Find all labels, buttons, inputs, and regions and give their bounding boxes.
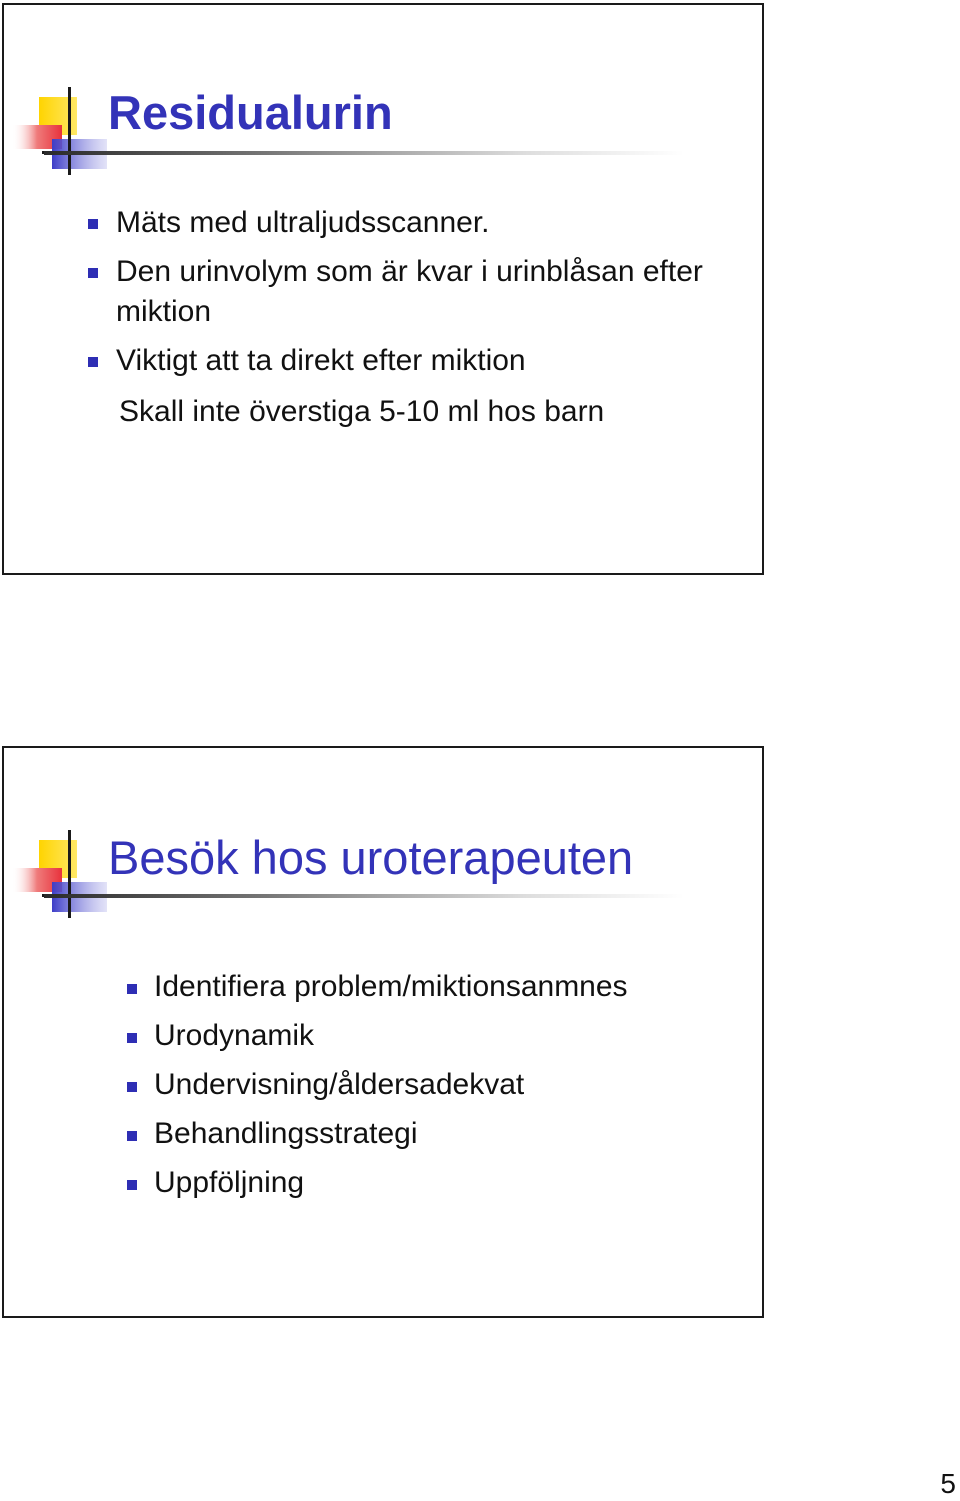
list-item-text: Uppföljning bbox=[154, 1166, 305, 1199]
list-item bbox=[154, 1163, 754, 1203]
bullet-list bbox=[154, 967, 754, 1212]
list-item-text: Undervisning/åldersadekvat bbox=[154, 1068, 525, 1101]
list-item-text: Behandlingsstrategi bbox=[154, 1117, 418, 1150]
square-bullet-icon bbox=[88, 268, 98, 278]
slide-title: Besök hos uroterapeuten bbox=[108, 831, 634, 884]
list-item bbox=[116, 203, 736, 243]
list-item bbox=[116, 252, 736, 332]
list-item-text: Mäts med ultraljudsscanner. bbox=[116, 206, 490, 239]
list-item bbox=[154, 1065, 754, 1105]
bullet-list bbox=[116, 203, 736, 390]
page-number: 5 bbox=[940, 1468, 956, 1499]
slide-logo-icon bbox=[12, 87, 112, 177]
square-bullet-icon bbox=[88, 219, 98, 229]
square-bullet-icon bbox=[127, 984, 137, 994]
list-item-text: Den urinvolym som är kvar i urinblåsan efter miktion bbox=[116, 255, 703, 328]
square-bullet-icon bbox=[88, 357, 98, 367]
list-item bbox=[154, 967, 754, 1007]
list-item bbox=[154, 1016, 754, 1056]
square-bullet-icon bbox=[127, 1082, 137, 1092]
slide-2 bbox=[2, 746, 764, 1318]
list-item-text: Identifiera problem/miktionsanmnes bbox=[154, 970, 628, 1003]
square-bullet-icon bbox=[127, 1033, 137, 1043]
list-item-text: Viktigt att ta direkt efter miktion bbox=[116, 344, 526, 377]
plain-text-line: Skall inte överstiga 5-10 ml hos barn bbox=[119, 395, 605, 428]
list-item-text: Urodynamik bbox=[154, 1019, 315, 1052]
slide-title: Residualurin bbox=[108, 86, 393, 139]
slide-1 bbox=[2, 3, 764, 575]
title-underline bbox=[44, 894, 684, 898]
square-bullet-icon bbox=[127, 1180, 137, 1190]
list-item bbox=[116, 341, 736, 381]
slide-logo-icon bbox=[12, 830, 112, 920]
title-underline bbox=[44, 151, 684, 155]
square-bullet-icon bbox=[127, 1131, 137, 1141]
list-item bbox=[154, 1114, 754, 1154]
